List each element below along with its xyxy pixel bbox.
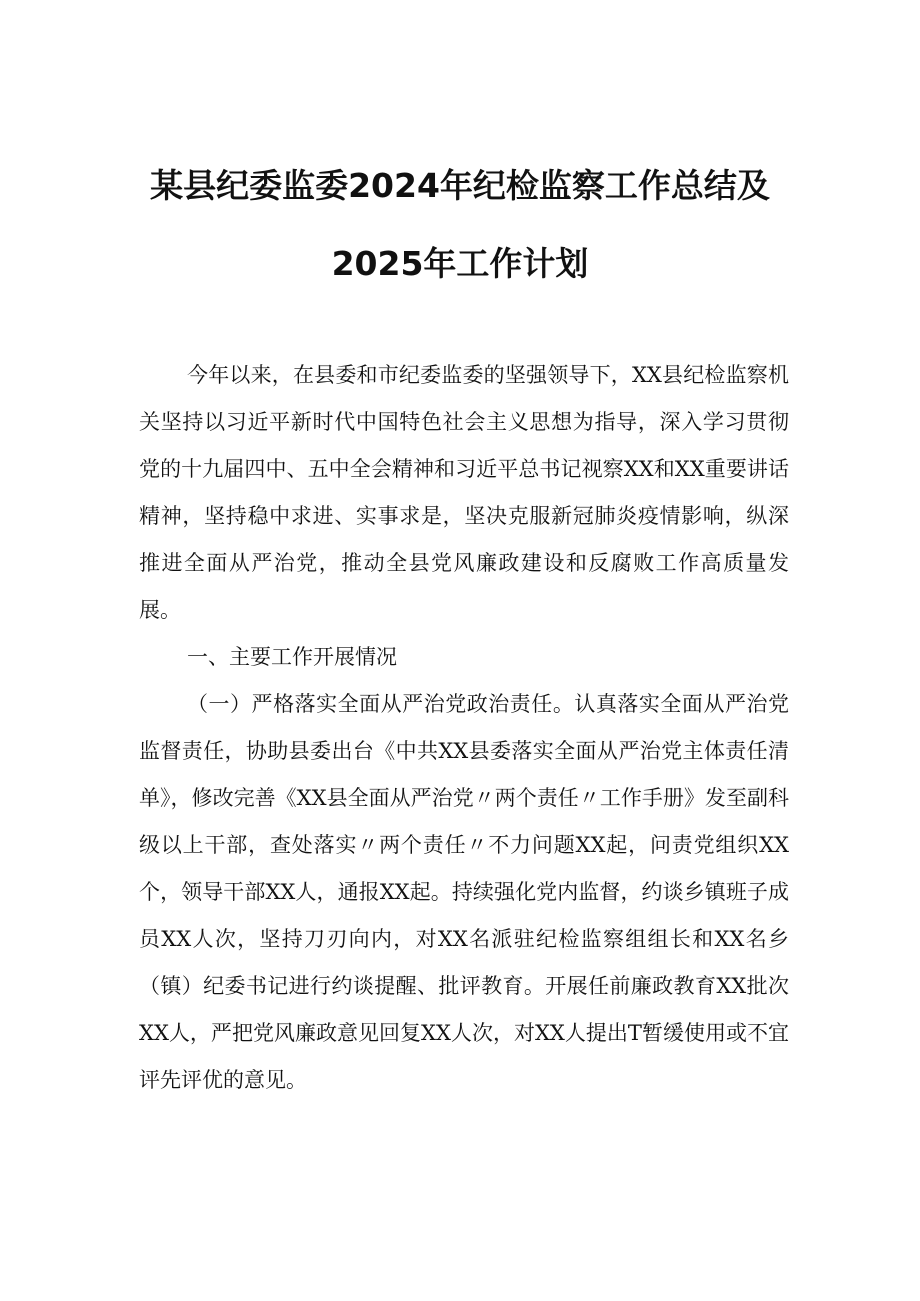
section-heading: 一、主要工作开展情况 [187,645,397,669]
subsection-paragraph: （一）严格落实全面从严治党政治责任。认真落实全面从严治党监督责任，协助县委出台《中共XX县委落实全面从严治党主体责任清单》，修改完善《XX县全面从严治党〃两个责任〃工作手册》发至副科级以上干部，查处落实〃两个责任〃不力问题XX起，问责党组织XX个，领导干部XX人，通报XX起。持续强化党内监督，约谈乡镇班子成员XX人次，坚持刀刃向内，对XX名派驻纪检监察组组长和XX名乡（镇）纪委书记进行约谈提醒、批评教育。开展任前廉政教育XX批次XX人，严把党风廉政意见回复XX人次，对XX人提出T暂缓使用或不宜评先评优的意见。 [139,692,789,1092]
document-title-line-1: 某县纪委监委2024年纪检监察工作总结及 [150,166,770,205]
intro-paragraph: 今年以来，在县委和市纪委监委的坚强领导下，XX县纪检监察机关坚持以习近平新时代中国特色社会主义思想为指导，深入学习贯彻党的十九届四中、五中全会精神和习近平总书记视察XX和XX重要讲话精神，坚持稳中求进、实事求是，坚决克服新冠肺炎疫情影响，纵深推进全面从严治党，推动全县党风廉政建设和反腐败工作高质量发展。 [139,363,789,622]
document-title-line-2: 2025年工作计划 [331,244,589,283]
document-body [139,352,789,1104]
